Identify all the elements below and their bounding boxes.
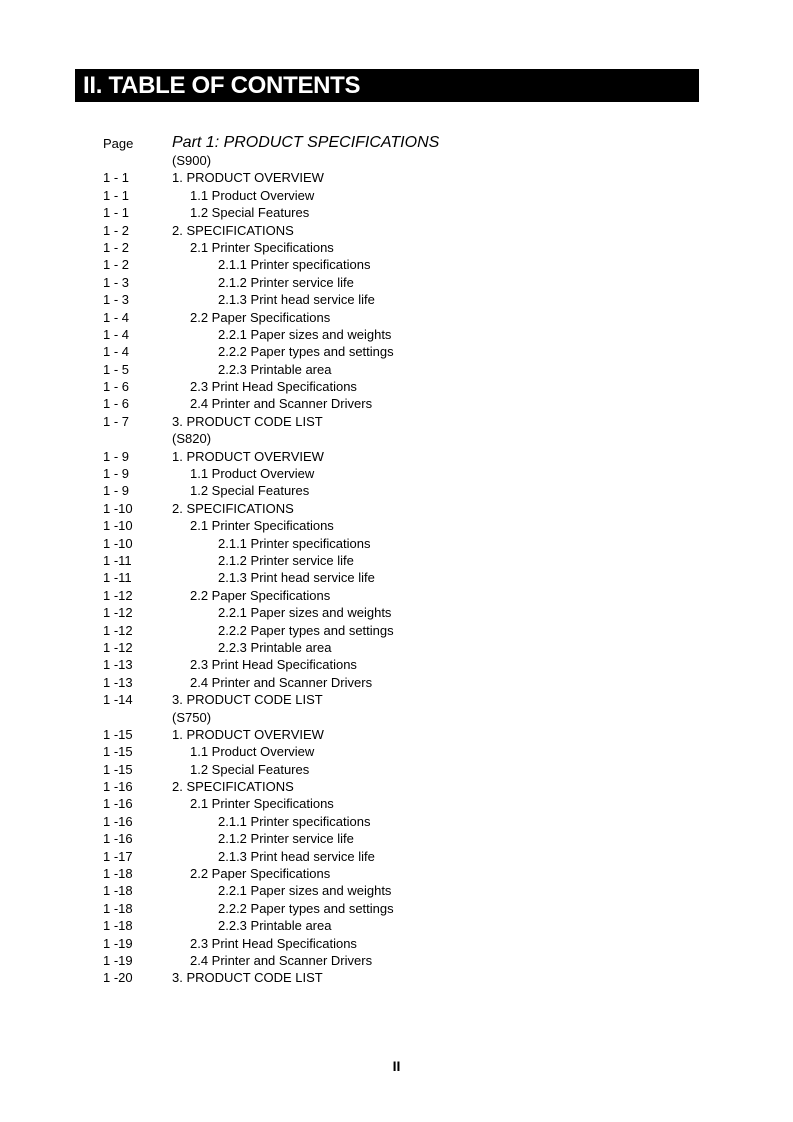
part-title: Part 1: PRODUCT SPECIFICATIONS	[172, 134, 440, 151]
toc-page-number: 1 -12	[103, 639, 133, 655]
toc-page-number: 1 - 6	[103, 396, 130, 412]
toc-page-number: 1 -12	[103, 622, 133, 638]
toc-page-number: 1 -15	[103, 744, 133, 760]
toc-entry: 2.2.3 Printable area	[218, 639, 332, 655]
toc-entry: 2.2.3 Printable area	[218, 918, 332, 934]
toc-row	[0, 361, 793, 378]
toc-page-number: 1 -19	[103, 935, 133, 951]
toc-row	[0, 465, 793, 482]
toc-row	[0, 622, 793, 639]
page-column-label: Page	[103, 136, 134, 151]
toc-entry: 2.2.1 Paper sizes and weights	[218, 605, 392, 621]
toc-page-number: 1 - 3	[103, 292, 130, 308]
toc-page-number: 1 -10	[103, 535, 133, 551]
toc-page-number: 1 - 1	[103, 170, 130, 186]
toc-row	[0, 395, 793, 412]
toc-row	[0, 326, 793, 343]
toc-page-number: 1 -16	[103, 813, 133, 829]
toc-page-number: 1 - 9	[103, 466, 130, 482]
toc-entry: 2.4 Printer and Scanner Drivers	[190, 952, 373, 968]
toc-entry: 1.1 Product Overview	[190, 744, 315, 760]
toc-entry: 2. SPECIFICATIONS	[172, 222, 294, 238]
toc-row	[0, 500, 793, 517]
toc-row	[0, 865, 793, 882]
toc-entry: 2.2 Paper Specifications	[190, 587, 331, 603]
toc-row	[0, 952, 793, 969]
toc-row	[0, 639, 793, 656]
toc-entry: 2.1.1 Printer specifications	[218, 257, 371, 273]
toc-page-number: 1 -12	[103, 605, 133, 621]
toc-row	[0, 552, 793, 569]
toc-page-number: 1 - 2	[103, 239, 130, 255]
toc-page-number: 1 -16	[103, 831, 133, 847]
table-of-contents	[0, 152, 793, 987]
toc-page-number: 1 -18	[103, 866, 133, 882]
toc-row	[0, 204, 793, 221]
toc-page-number: 1 - 9	[103, 448, 130, 464]
toc-page-number: 1 - 1	[103, 205, 130, 221]
toc-entry: 2.1.1 Printer specifications	[218, 535, 371, 551]
toc-row	[0, 795, 793, 812]
toc-row	[0, 535, 793, 552]
toc-page-number: 1 -16	[103, 796, 133, 812]
toc-entry: 1.1 Product Overview	[190, 187, 315, 203]
toc-row	[0, 517, 793, 534]
toc-page-number: 1 - 4	[103, 309, 130, 325]
toc-entry: 2.1.3 Print head service life	[218, 570, 375, 586]
toc-row	[0, 587, 793, 604]
toc-entry: 2.1.3 Print head service life	[218, 292, 375, 308]
toc-page-number: 1 -13	[103, 674, 133, 690]
toc-row	[0, 830, 793, 847]
toc-page-number: 1 -14	[103, 692, 133, 708]
toc-row	[0, 343, 793, 360]
toc-entry: 2.1 Printer Specifications	[190, 518, 334, 534]
toc-row	[0, 448, 793, 465]
toc-row	[0, 709, 793, 726]
toc-row	[0, 256, 793, 273]
toc-page-number: 1 - 2	[103, 222, 130, 238]
toc-page-number: 1 - 6	[103, 379, 130, 395]
toc-entry: 2. SPECIFICATIONS	[172, 500, 294, 516]
toc-row	[0, 378, 793, 395]
toc-row	[0, 274, 793, 291]
toc-row	[0, 969, 793, 986]
toc-page-number: 1 -15	[103, 761, 133, 777]
toc-entry: 2.1.2 Printer service life	[218, 831, 354, 847]
toc-entry: 1. PRODUCT OVERVIEW	[172, 170, 324, 186]
toc-entry: 2.2.1 Paper sizes and weights	[218, 883, 392, 899]
toc-page-number: 1 -11	[103, 552, 132, 568]
toc-entry: 2.1.2 Printer service life	[218, 552, 354, 568]
toc-page-number: 1 - 9	[103, 483, 130, 499]
toc-page-number: 1 -18	[103, 900, 133, 916]
toc-entry: 1.1 Product Overview	[190, 466, 315, 482]
toc-row	[0, 656, 793, 673]
toc-model-heading: (S750)	[172, 709, 212, 725]
toc-page-number: 1 -19	[103, 952, 133, 968]
toc-entry: 1. PRODUCT OVERVIEW	[172, 448, 324, 464]
toc-entry: 2.1.3 Print head service life	[218, 848, 375, 864]
toc-entry: 2.2.1 Paper sizes and weights	[218, 326, 392, 342]
toc-entry: 2.3 Print Head Specifications	[190, 935, 357, 951]
toc-row	[0, 691, 793, 708]
page-title: II. TABLE OF CONTENTS	[83, 72, 361, 99]
toc-entry: 2.3 Print Head Specifications	[190, 657, 357, 673]
toc-row	[0, 761, 793, 778]
section-title-bar	[75, 69, 699, 102]
toc-row	[0, 743, 793, 760]
toc-row	[0, 848, 793, 865]
toc-entry: 2.2 Paper Specifications	[190, 309, 331, 325]
toc-entry: 2.4 Printer and Scanner Drivers	[190, 674, 373, 690]
toc-entry: 2.1.1 Printer specifications	[218, 813, 371, 829]
toc-page-number: 1 - 3	[103, 274, 130, 290]
toc-row	[0, 917, 793, 934]
toc-row	[0, 674, 793, 691]
toc-page-number: 1 -20	[103, 970, 133, 986]
toc-page-number: 1 -13	[103, 657, 133, 673]
toc-page-number: 1 - 1	[103, 187, 130, 203]
toc-entry: 2.1 Printer Specifications	[190, 239, 334, 255]
toc-entry: 2.2.3 Printable area	[218, 361, 332, 377]
toc-entry: 2.4 Printer and Scanner Drivers	[190, 396, 373, 412]
toc-entry: 1.2 Special Features	[190, 205, 310, 221]
toc-row	[0, 291, 793, 308]
toc-row	[0, 604, 793, 621]
toc-entry: 2.1.2 Printer service life	[218, 274, 354, 290]
toc-page-number: 1 - 5	[103, 361, 130, 377]
toc-page-number: 1 -10	[103, 500, 133, 516]
toc-row	[0, 935, 793, 952]
toc-page-number: 1 -16	[103, 779, 133, 795]
toc-page-number: 1 - 2	[103, 257, 130, 273]
toc-entry: 2.2 Paper Specifications	[190, 866, 331, 882]
toc-page-number: 1 -18	[103, 918, 133, 934]
toc-entry: 2.2.2 Paper types and settings	[218, 622, 394, 638]
toc-row	[0, 726, 793, 743]
toc-row	[0, 813, 793, 830]
toc-model-heading: (S820)	[172, 431, 212, 447]
toc-row	[0, 309, 793, 326]
toc-page-number: 1 -17	[103, 848, 133, 864]
toc-model-heading: (S900)	[172, 153, 212, 168]
toc-page-number: 1 - 4	[103, 344, 130, 360]
toc-entry: 2. SPECIFICATIONS	[172, 779, 294, 795]
toc-row	[0, 222, 793, 239]
toc-row	[0, 778, 793, 795]
toc-page-number: 1 -15	[103, 726, 133, 742]
toc-page-number: 1 -10	[103, 518, 133, 534]
toc-entry: 1. PRODUCT OVERVIEW	[172, 726, 324, 742]
toc-entry: 1.2 Special Features	[190, 761, 310, 777]
toc-row	[0, 239, 793, 256]
toc-entry: 2.1 Printer Specifications	[190, 796, 334, 812]
toc-row	[0, 430, 793, 447]
toc-entry: 2.3 Print Head Specifications	[190, 379, 357, 395]
toc-page-number: 1 -18	[103, 883, 133, 899]
toc-row	[0, 882, 793, 899]
page-number: II	[392, 1058, 401, 1074]
toc-entry: 3. PRODUCT CODE LIST	[172, 413, 323, 429]
toc-page-number: 1 - 7	[103, 413, 130, 429]
toc-row	[0, 900, 793, 917]
toc-entry: 1.2 Special Features	[190, 483, 310, 499]
toc-page-number: 1 - 4	[103, 326, 130, 342]
toc-page-number: 1 -11	[103, 570, 132, 586]
toc-row	[0, 413, 793, 430]
toc-entry: 2.2.2 Paper types and settings	[218, 344, 394, 360]
toc-row	[0, 569, 793, 586]
toc-row	[0, 187, 793, 204]
toc-page-number: 1 -12	[103, 587, 133, 603]
toc-entry: 3. PRODUCT CODE LIST	[172, 970, 323, 986]
toc-entry: 2.2.2 Paper types and settings	[218, 900, 394, 916]
toc-entry: 3. PRODUCT CODE LIST	[172, 692, 323, 708]
toc-row	[0, 169, 793, 186]
toc-row	[0, 152, 793, 169]
toc-row	[0, 482, 793, 499]
